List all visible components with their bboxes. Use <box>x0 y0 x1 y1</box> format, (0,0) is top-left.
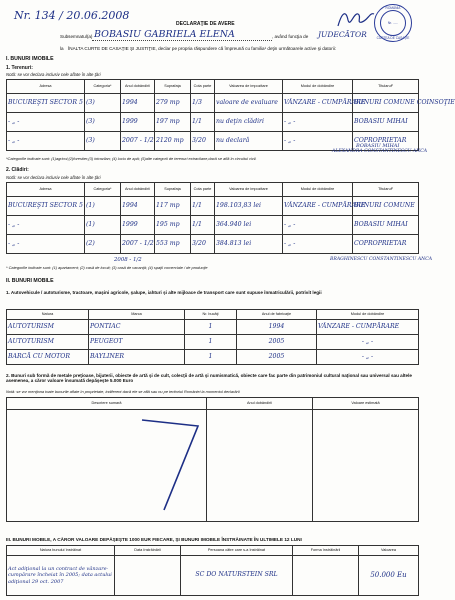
land-cell: 2007 - 1/2 <box>121 132 155 151</box>
alien-cell-natura: Act adiţional la un contract de vânzare-cumpărare încheiat în 2005; data actului adiţional 29 oct. 2007 <box>7 556 115 596</box>
land-cell: 279 mp <box>155 94 191 113</box>
veh-cell: VÂNZARE - CUMPĂRARE <box>317 320 419 335</box>
veh-cell: 1994 <box>237 320 317 335</box>
bld-header-modul: Modul de dobândire <box>283 183 353 197</box>
alien-header-persoana: Persoana către care s-a înstrăinat <box>181 546 293 556</box>
bld-header-categoria: Categoria* <box>85 183 121 197</box>
land-cell: (3) <box>85 113 121 132</box>
land-cell: COPROPRIETAR <box>353 132 419 151</box>
bld-cell: (1) <box>85 197 121 216</box>
land-cell: nu deţin clădiri <box>215 113 283 132</box>
land-cell: - „ - <box>283 132 353 151</box>
land-cell: (3) <box>85 94 121 113</box>
alien-header-forma: Forma înstrăinării <box>293 546 359 556</box>
section-1-note-1: Notă: se vor declara inclusiv cele aflate în alte ţări <box>6 72 101 77</box>
vehicles-table <box>6 309 419 365</box>
veh-header-modul: Modul de dobândire <box>317 310 419 320</box>
bld-cell: BUNURI COMUNE <box>353 197 419 216</box>
bld-header-adresa: Adresa <box>7 183 85 197</box>
table-row <box>7 216 419 235</box>
section-2-sub-valuables: 2. Bunuri sub formă de metale preţioase, bijuterii, obiecte de artă şi de cult, colecţii de artă şi numismatică, obiecte care fac parte din patrimoniul cultural naţional sau universal sau altele asemenea, a căror valoare însumată depăşeşte 5.000 Euro <box>6 373 412 384</box>
alien-cell-forma <box>293 556 359 596</box>
veh-cell: 2005 <box>237 335 317 350</box>
bld-cell: (2) <box>85 235 121 254</box>
alien-cell-valoarea: 50.000 Eu <box>359 556 419 596</box>
alien-header-data: Data înstrăinării <box>115 546 181 556</box>
veh-header-marca: Marca <box>89 310 185 320</box>
table-row <box>7 320 419 335</box>
bld-cell: 2007 - 1/2 <box>121 235 155 254</box>
table-row <box>7 556 419 596</box>
veh-cell: 1 <box>185 350 237 365</box>
strike-through-mark <box>120 414 220 514</box>
land-header-cota: Cota parte <box>191 80 215 94</box>
bld-extra-year: 2008 - 1/2 <box>114 257 142 263</box>
bld-header-cota: Cota parte <box>191 183 215 197</box>
bld-cell: - „ - <box>283 235 353 254</box>
registration-number: Nr. 134 / 20.06.2008 <box>14 9 130 22</box>
bld-cell: 3/20 <box>191 235 215 254</box>
bld-extra-owner: BRAGHINESCU CONSTANTINESCU ANCA <box>330 257 433 262</box>
land-extra-owner-1: BOBASIU MIHAI <box>356 143 400 149</box>
veh-cell: 1 <box>185 320 237 335</box>
bld-cell: 384.813 lei <box>215 235 283 254</box>
table-row <box>7 94 419 113</box>
land-extra-owner-2: ALEXANDRA CONSTANTINESCU ANCA <box>332 149 428 154</box>
land-cell: valoare de evaluare <box>215 94 283 113</box>
veh-cell: BARCĂ CU MOTOR <box>7 350 89 365</box>
bld-cell: (1) <box>85 216 121 235</box>
function-prefix: , având funcţia de <box>272 34 309 39</box>
veh-header-natura: Natura <box>7 310 89 320</box>
alien-header-valoarea: Valoarea <box>359 546 419 556</box>
section-1-title: I. BUNURI IMOBILE <box>6 56 54 62</box>
land-cell: - „ - <box>7 113 85 132</box>
bld-cell: BOBASIU MIHAI <box>353 216 419 235</box>
land-cell: 1999 <box>121 113 155 132</box>
val-header-valoare: Valoare estimată <box>313 398 419 410</box>
land-cell: 3/20 <box>191 132 215 151</box>
table-row <box>7 235 419 254</box>
land-cell: - „ - <box>283 113 353 132</box>
signature-scribble <box>336 8 376 30</box>
bld-cell: 117 mp <box>155 197 191 216</box>
land-cell: 1/1 <box>191 113 215 132</box>
document-title: DECLARAŢIE DE AVERE <box>176 21 235 27</box>
land-cell: 2120 mp <box>155 132 191 151</box>
land-header-adresa: Adresa <box>7 80 85 94</box>
land-cell: BUCUREŞTI SECTOR 5 <box>7 94 85 113</box>
land-header-suprafata: Suprafaţa <box>155 80 191 94</box>
land-cell: BUNURI COMUNE COINSOŢIE <box>353 94 419 113</box>
institution-prefix: la <box>60 46 64 51</box>
table-row <box>7 335 419 350</box>
land-header-anul: Anul dobândirii <box>121 80 155 94</box>
veh-cell: - „ - <box>317 350 419 365</box>
bld-cell: VÂNZARE - CUMPĂRARE <box>283 197 353 216</box>
bld-header-titularul: Titularul² <box>353 183 419 197</box>
section-1-sub-terenuri: 1. Terenuri: <box>6 65 33 71</box>
institution-line: ÎNALTA CURTE DE CASAŢIE ŞI JUSTIŢIE, declar pe propria răspundere că împreună cu familia¹ deţin următoarele active şi datorii: <box>68 46 337 51</box>
signatory-name: BOBASIU GABRIELA ELENA <box>94 29 235 40</box>
land-header-categoria: Categoria* <box>85 80 121 94</box>
section-2-title: II. BUNURI MOBILE <box>6 278 54 284</box>
bld-header-valoarea: Valoarea de impozitare <box>215 183 283 197</box>
land-header-modul: Modul de dobândire <box>283 80 353 94</box>
alien-header-natura: Natura bunului înstrăinat <box>7 546 115 556</box>
bld-header-anul: Anul dobândirii <box>121 183 155 197</box>
bld-cell: - „ - <box>7 235 85 254</box>
alienated-table <box>6 545 419 596</box>
section-2-note-2: Notă: se vor menţiona toate bunurile aflate în proprietate, indiferent dacă ele se află sau nu pe teritoriul României la momentul declarării <box>6 389 240 394</box>
val-header-anul: Anul dobândirii <box>207 398 313 410</box>
bld-cell: COPROPRIETAR <box>353 235 419 254</box>
land-cell: 197 mp <box>155 113 191 132</box>
land-header-titularul: Titularul² <box>353 80 419 94</box>
land-table <box>6 79 455 151</box>
bld-cell: 553 mp <box>155 235 191 254</box>
bld-cell: 1994 <box>121 197 155 216</box>
bld-cell: 1999 <box>121 216 155 235</box>
veh-cell: AUTOTURISM <box>7 320 89 335</box>
bld-cell: 198.103,83 lei <box>215 197 283 216</box>
land-cell: nu declară <box>215 132 283 151</box>
veh-header-bucati: Nr. bucăţi <box>185 310 237 320</box>
land-cell: VÂNZARE - CUMPĂRARE <box>283 94 353 113</box>
land-header-valoarea: Valoarea de impozitare <box>215 80 283 94</box>
veh-cell: PONTIAC <box>89 320 185 335</box>
section-1-sub-cladiri: 2. Clădiri: <box>6 167 29 173</box>
section-3-title: III. BUNURI MOBILE, A CĂROR VALOARE DEPĂŞEŞTE 1000 EUR FIECARE, ŞI BUNURI IMOBILE ÎNSTRĂINATE ÎN ULTIMELE 12 LUNI <box>6 537 302 542</box>
bld-cell: BUCUREŞTI SECTOR 5 <box>7 197 85 216</box>
official-stamp: ROMÂNIA Nr. ...... CURTEA DE CASAŢIE <box>374 4 412 42</box>
land-footnote: *Categoriile indicate sunt: (1)agricol;(2)forestier;(3) intravilan; (4) luciu de apă; (5)alte categorii de terenuri extravilane,dacă se află în circuitul civil. <box>6 156 257 161</box>
land-cell: BOBASIU MIHAI <box>353 113 419 132</box>
veh-cell: - „ - <box>317 335 419 350</box>
veh-cell: BAYLINER <box>89 350 185 365</box>
veh-header-anul: Anul de fabricaţie <box>237 310 317 320</box>
veh-cell: AUTOTURISM <box>7 335 89 350</box>
bld-cell: - „ - <box>283 216 353 235</box>
bld-footnote: * Categoriile indicate sunt: (1) apartament; (2) casă de locuit; (3) casă de vacanţă; (4) spaţii comerciale / de producţie <box>6 265 208 270</box>
veh-cell: 2005 <box>237 350 317 365</box>
veh-cell: PEUGEOT <box>89 335 185 350</box>
buildings-table <box>6 182 419 254</box>
function-value: JUDECĂTOR <box>318 30 367 39</box>
table-row <box>7 197 419 216</box>
table-row <box>7 113 419 132</box>
bld-cell: 195 mp <box>155 216 191 235</box>
alien-cell-data <box>115 556 181 596</box>
land-cell: 1994 <box>121 94 155 113</box>
alien-cell-persoana: SC DO NATURSTEIN SRL <box>181 556 293 596</box>
land-cell: (3) <box>85 132 121 151</box>
veh-cell: 1 <box>185 335 237 350</box>
bld-header-suprafata: Suprafaţa <box>155 183 191 197</box>
val-header-descriere: Descriere sumară <box>7 398 207 410</box>
bld-cell: 1/1 <box>191 197 215 216</box>
land-cell: - „ - <box>7 132 85 151</box>
signatory-prefix: Subsemnatul(a) <box>60 34 93 39</box>
section-2-sub-vehicles: 1. Autovehicule / autoturisme, tractoare, maşini agricole, şalupe, iahturi şi alte mijloace de transport care sunt supuse înmatriculării, potrivit legii <box>6 290 322 295</box>
section-1-note-2: Notă: se vor declara inclusiv cele aflate în alte ţări <box>6 175 101 180</box>
bld-cell: 364.940 lei <box>215 216 283 235</box>
bld-cell: 1/1 <box>191 216 215 235</box>
land-cell: 1/3 <box>191 94 215 113</box>
bld-cell: - „ - <box>7 216 85 235</box>
table-row <box>7 350 419 365</box>
